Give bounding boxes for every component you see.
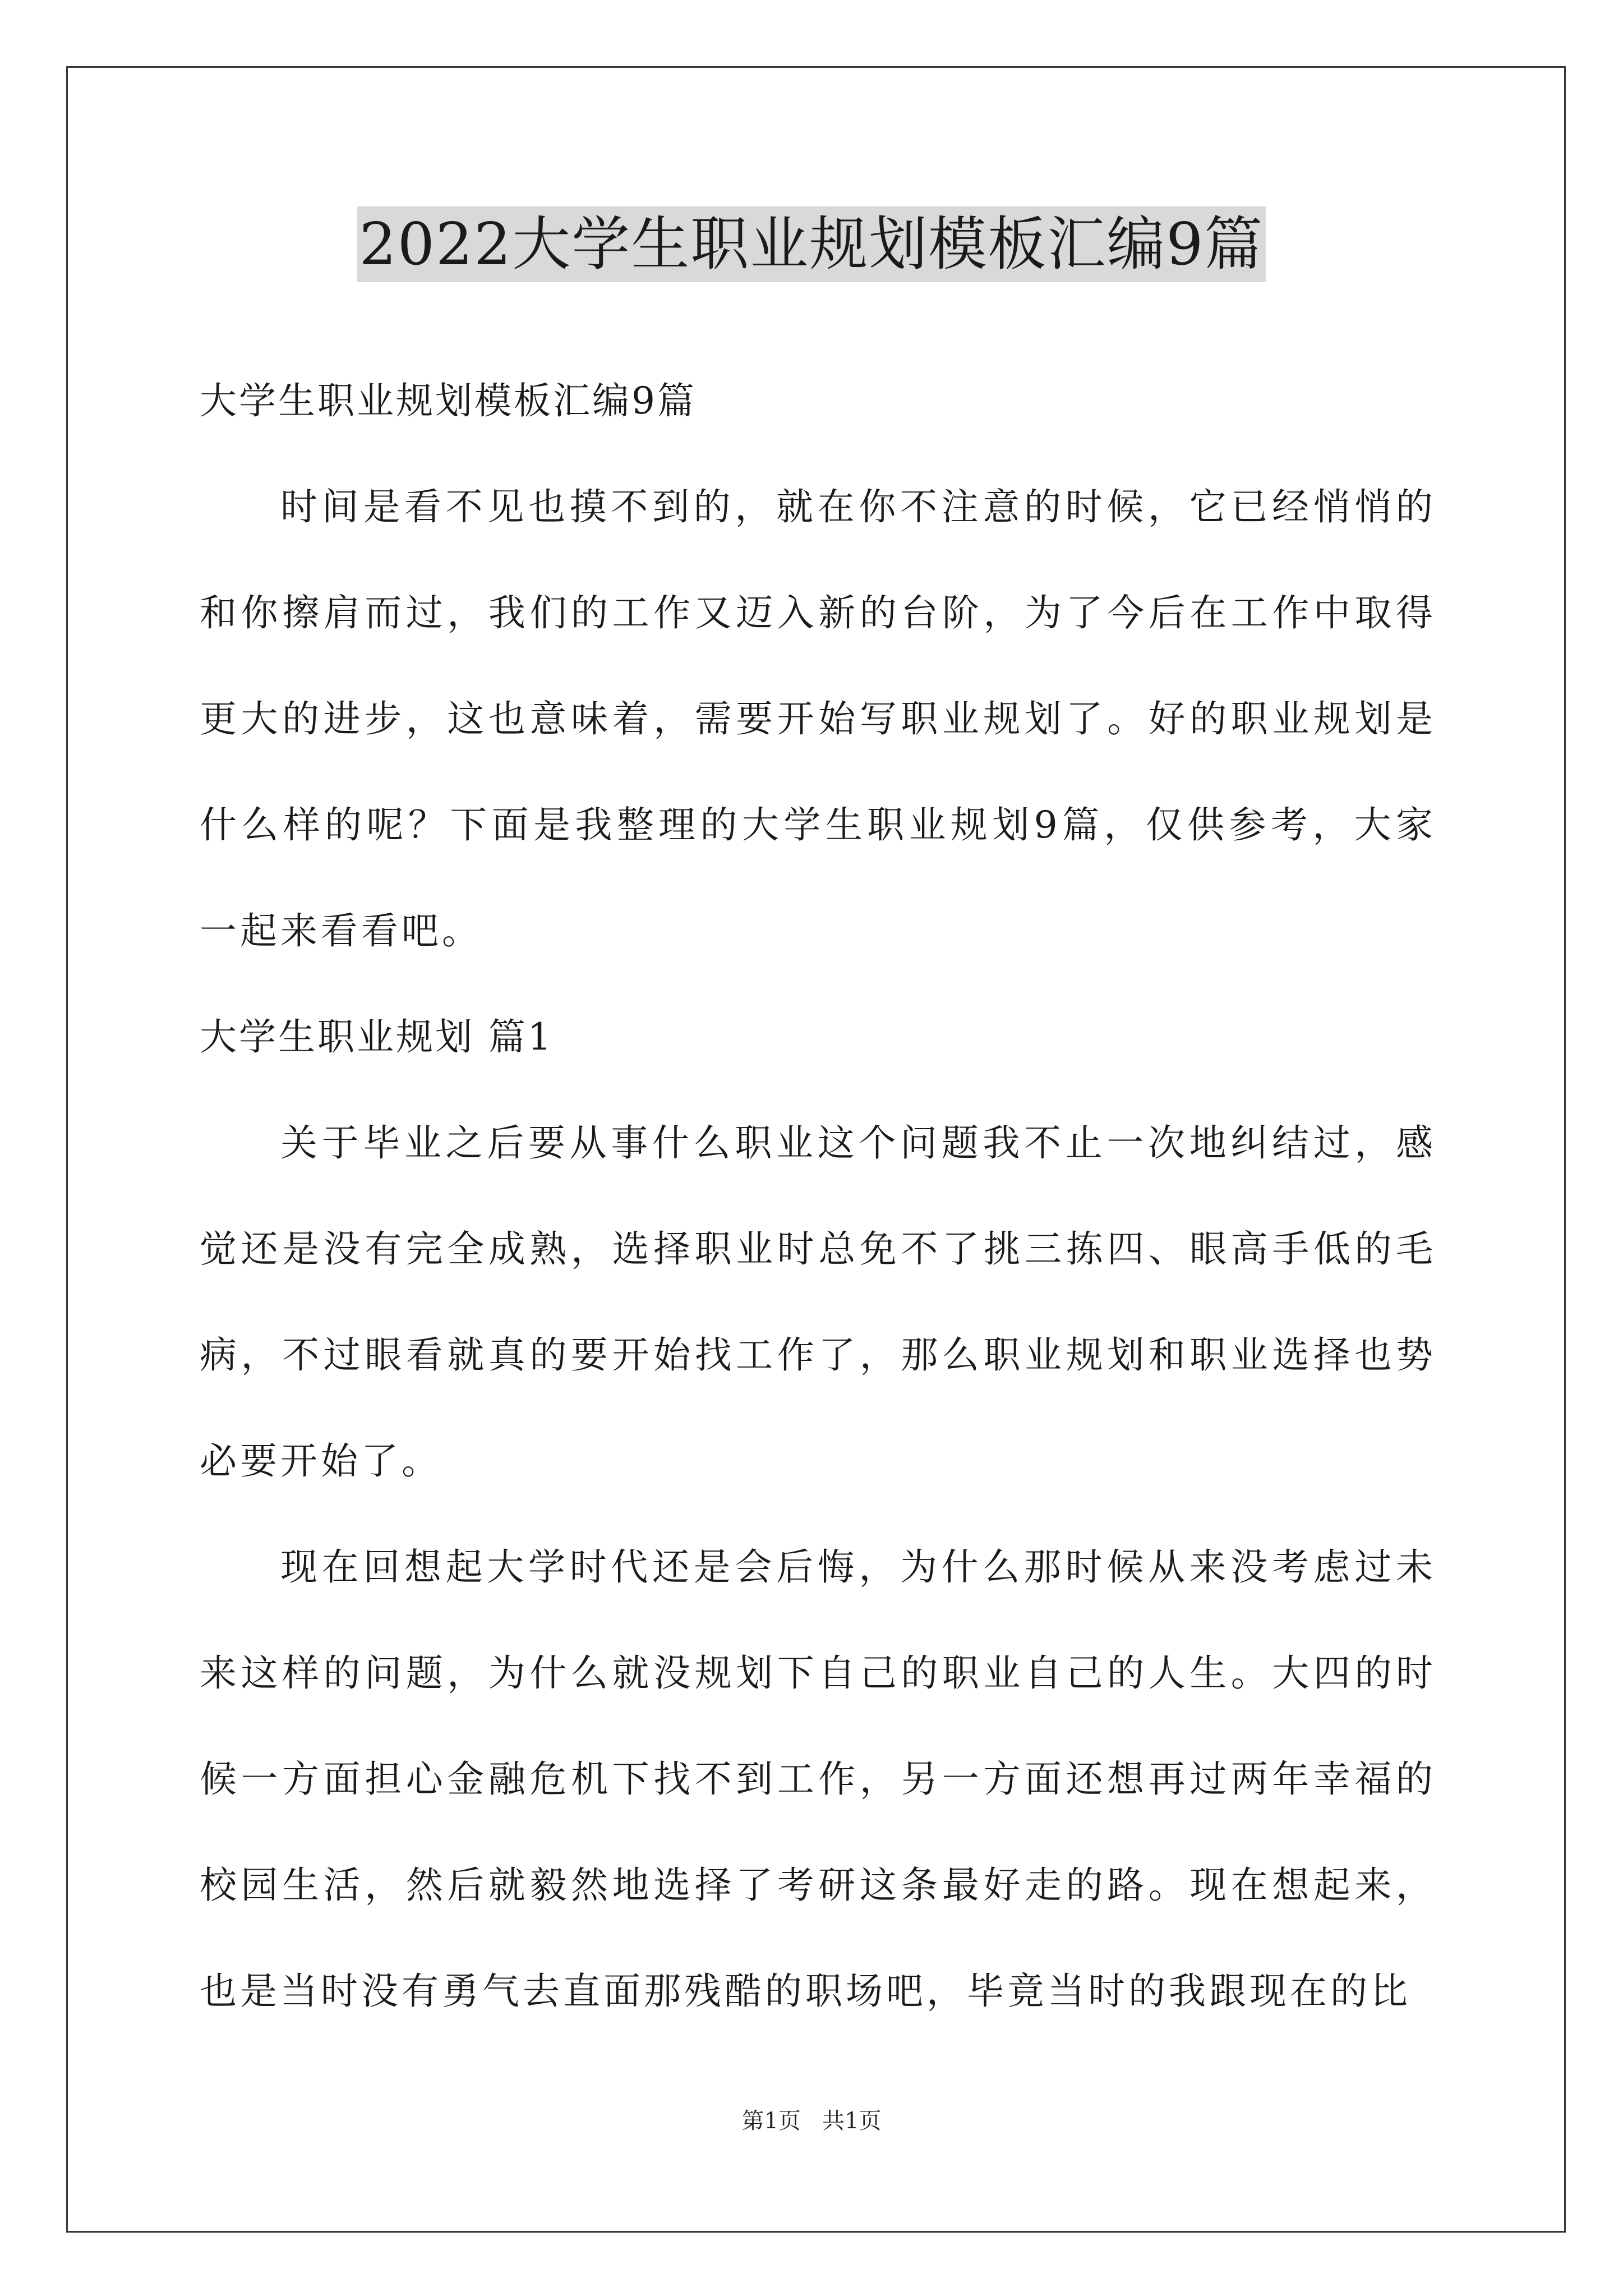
- document-body: [200, 348, 1436, 2044]
- document-title: 2022大学生职业规划模板汇编9篇: [357, 206, 1266, 282]
- section-heading: 大学生职业规划 篇1: [200, 1015, 554, 1059]
- title-container: [0, 206, 1623, 282]
- body-paragraph: 现在回想起大学时代还是会后悔，为什么那时候从来没考虑过未来这样的问题，为什么就没规划下自己的职业自己的人生。大四的时候一方面担心金融危机下找不到工作，另一方面还想再过两年幸福的校园生活，然后就毅然地选择了考研这条最好走的路。现在想起来，也是当时没有勇气去直面那残酷的职场吧，毕竟当时的我跟现在的比: [200, 1545, 1436, 2013]
- body-paragraph: 关于毕业之后要从事什么职业这个问题我不止一次地纠结过，感觉还是没有完全成熟，选择职业时总免不了挑三拣四、眼高手低的毛病，不过眼看就真的要开始找工作了，那么职业规划和职业选择也势必要开始了。: [200, 1121, 1436, 1483]
- document-subtitle: 大学生职业规划模板汇编9篇: [200, 379, 697, 422]
- page-footer: 第1页 共1页: [741, 2108, 882, 2134]
- intro-paragraph: 时间是看不见也摸不到的，就在你不注意的时候，它已经悄悄的和你擦肩而过，我们的工作又迈入新的台阶，为了今后在工作中取得更大的进步，这也意味着，需要开始写职业规划了。好的职业规划是什么样的呢？下面是我整理的大学生职业规划9篇，仅供参考，大家一起来看看吧。: [200, 485, 1436, 953]
